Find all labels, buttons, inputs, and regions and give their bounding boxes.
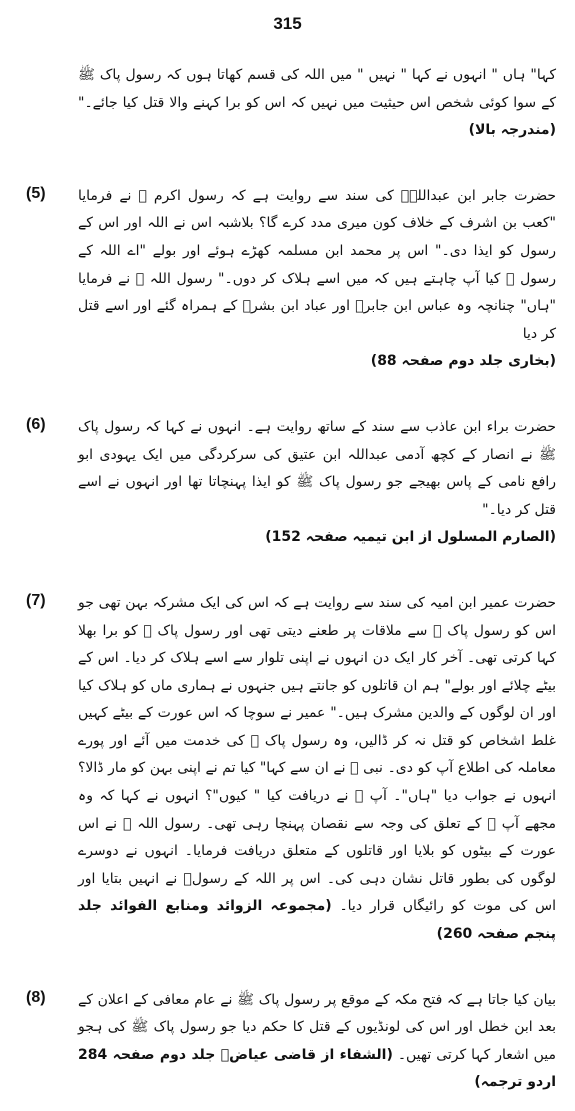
hadith-7 bbox=[22, 590, 556, 949]
paragraph-text bbox=[78, 987, 556, 1097]
hadith-6 bbox=[22, 414, 556, 552]
item-number: (5) bbox=[26, 184, 46, 202]
paragraph-body: کہا" ہاں " انہوں نے کہا " نہیں " میں اللہ کی قسم کھاتا ہوں کہ رسول پاک ﷺ کے سوا کوئی شخص اس حیثیت میں نہیں کہ اس کو برا کہنے والا قتل کیا جائے۔" bbox=[78, 67, 556, 111]
paragraph-body: حضرت عمیر ابن امیہ کی سند سے روایت ہے کہ اس کی ایک مشرکہ بہن تھی جو اس کو رسول پاک ﷺ سے ملاقات پر طعنے دیتی تھی اور رسول پاک ﷺ کو برا بھلا کہا کرتی تھی۔ آخر کار ایک دن انہوں نے اپنی تلوار سے اسے ہلاک کر دیا۔ اس کے بیٹے چلائے اور بولے" ہم ان قاتلوں کو جانتے ہیں جنہوں نے ہماری ماں کو ہلاک کیا اور ان لوگوں کے والدین مشرک ہیں۔" عمیر نے سوچا کہ اس عورت کے بیٹے کہیں غلط اشخاص کو قتل نہ کر ڈالیں، وہ رسول پاک ﷺ کی خدمت میں آئے اور پورے معاملہ کی اطلاع آپ کو دی۔ نبی ﷺ نے ان سے کہا" کیا تم نے اپنی بہن کو مار ڈالا؟ انہوں نے جواب دیا "ہاں"۔ آپ ﷺ نے دریافت کیا " کیوں"؟ انہوں نے کہا کہ وہ مجھے آپ ﷺ کے تعلق کی وجہ سے نقصان پہنچا رہی تھی۔ رسول اللہ ﷺ نے اس عورت کے بیٹوں کو بلایا اور قاتلوں کے متعلق دریافت فرمایا۔ انہوں نے دوسرے لوگوں کی بطور قاتل نشان دہی کی۔ اس پر اللہ کے رسولؐ نے انہیں بتایا اور اس کی موت کو رائیگاں قرار دیا۔ bbox=[78, 594, 557, 915]
item-number: (8) bbox=[26, 988, 46, 1006]
paragraph-text bbox=[78, 183, 556, 376]
citation: (بخاری جلد دوم صفحہ 88) bbox=[370, 353, 556, 370]
hadith-5 bbox=[22, 183, 556, 376]
paragraph-text bbox=[78, 62, 556, 145]
item-number: (6) bbox=[26, 415, 46, 433]
citation: (الشفاء از قاضی عیاضؒ جلد دوم صفحہ 284 اردو ترجمہ) bbox=[78, 1046, 556, 1091]
page-number: 315 bbox=[273, 14, 302, 33]
item-number: (7) bbox=[26, 591, 46, 609]
paragraph-text bbox=[78, 414, 556, 552]
citation: (مجموعہ الزوائد ومنابع الفوائد جلد پنجم صفحہ 260) bbox=[78, 898, 556, 943]
paragraph-body: بیان کیا جاتا ہے کہ فتح مکہ کے موقع پر رسول پاک ﷺ نے عام معافی کے اعلان کے بعد ابن خطل اور اس کی لونڈیوں کے قتل کا حکم دیا جو رسول پاک ﷺ کی ہجو میں اشعار کہا کرتی تھیں۔ bbox=[78, 991, 556, 1063]
hadith-8 bbox=[22, 987, 556, 1097]
paragraph-body: حضرت براء ابن عاذب سے سند کے ساتھ روایت ہے۔ انہوں نے کہا کہ رسول پاک ﷺ نے انصار کے کچھ آدمی عبداللہ ابن عتیق کی سرکردگی میں ایک یہودی ابو رافع نامی کے پاس بھیجے جو رسول پاک ﷺ کو ایذا پہنچاتا تھا اور انہوں نے اسے قتل کر دیا۔" bbox=[78, 418, 556, 518]
paragraph-body: حضرت جابر ابن عبداللہؓ کی سند سے روایت ہے کہ رسول اکرم ﷺ نے فرمایا "کعب بن اشرف کے خلاف کون میری مدد کرے گا؟ بلاشبہ اس نے اللہ اور اس کے رسول کو ایذا دی۔" اس پر محمد ابن مسلمہ کھڑے ہوئے اور بولے "اے اللہ کے رسول ﷺ کیا آپ چاہتے ہیں کہ میں اسے ہلاک کر دوں۔" رسول اللہ ﷺ نے فرمایا "ہاں" چنانچہ وہ عباس ابن جابرؓ اور عباد ابن بشرؓ کے ہمراہ گئے اور اسے قتل کر دیا bbox=[78, 187, 556, 342]
page-content bbox=[22, 48, 556, 1111]
paragraph-text bbox=[78, 590, 556, 949]
citation: (مندرجہ بالا) bbox=[468, 122, 556, 139]
paragraph-intro bbox=[22, 62, 556, 145]
citation: (الصارم المسلول از ابن تیمیہ صفحہ 152) bbox=[265, 529, 556, 546]
